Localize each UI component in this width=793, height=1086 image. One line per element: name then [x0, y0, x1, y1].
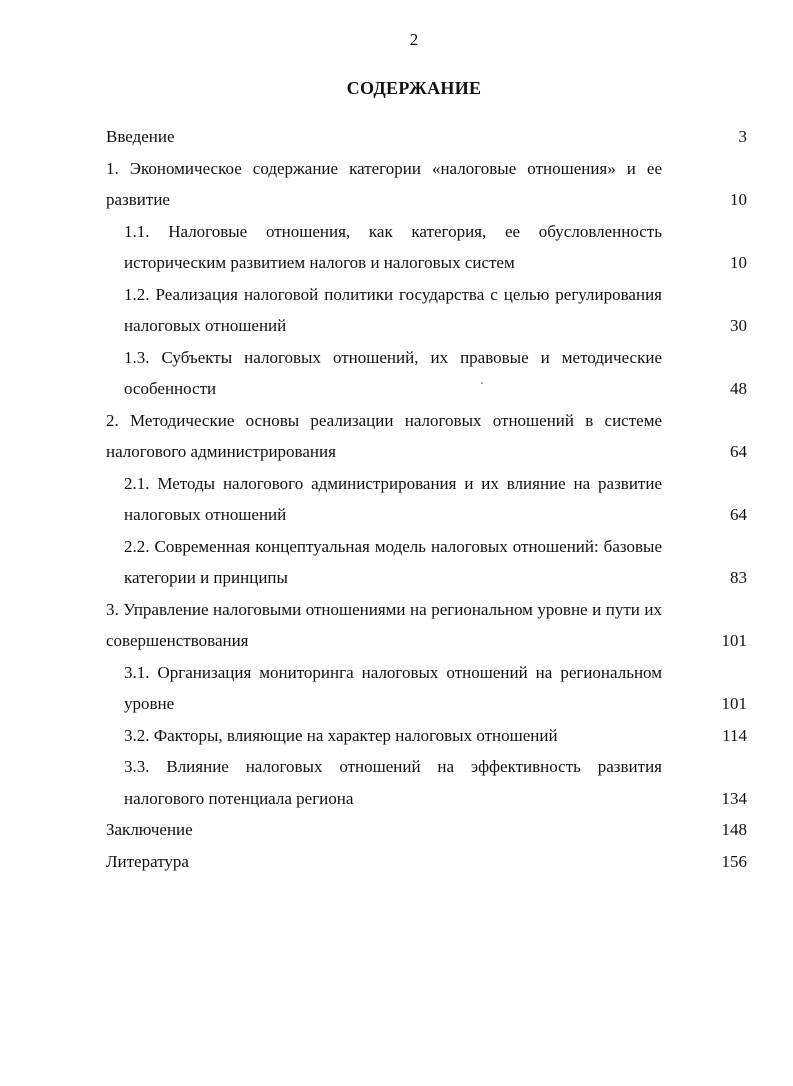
page-number: 2 — [409, 30, 419, 49]
toc-entry-text: 3.1. Организация мониторинга налоговых отношений на региональном уровне — [124, 662, 662, 713]
toc-entry-section-2-1 — [0, 468, 793, 531]
toc-entry-text: 1. Экономическое содержание категории «налоговые отношения» и ее развитие — [106, 158, 662, 209]
toc-entry-page: 3 — [738, 127, 747, 146]
toc-entry-section-3-3 — [0, 751, 793, 814]
toc-entry-page: 83 — [730, 568, 747, 587]
table-of-contents — [0, 121, 793, 877]
toc-entry-chapter-3 — [0, 594, 793, 657]
toc-entry-page: 148 — [721, 820, 747, 839]
toc-entry-section-1-1 — [0, 216, 793, 279]
toc-entry-page: 156 — [721, 851, 747, 871]
toc-entry-text: Заключение — [106, 820, 193, 839]
toc-entry-text: Введение — [106, 127, 175, 146]
toc-entry-page: 64 — [730, 505, 747, 524]
toc-entry-section-2-2 — [0, 531, 793, 594]
toc-entry-section-1-3 — [0, 342, 793, 405]
toc-entry-section-3-2 — [0, 720, 793, 752]
toc-entry-page: 10 — [730, 190, 747, 209]
toc-title: СОДЕРЖАНИЕ — [346, 78, 482, 98]
toc-entry-text: 1.3. Субъекты налоговых отношений, их правовые и методические особенности — [124, 347, 662, 398]
scan-speck — [481, 382, 483, 384]
toc-entry-page: 114 — [722, 725, 747, 745]
toc-entry-chapter-1 — [0, 153, 793, 216]
toc-entry-text: 1.2. Реализация налоговой политики государства с целью регулирования налоговых отношений — [124, 284, 662, 335]
toc-entry-text: 2.2. Современная концептуальная модель налоговых отношений: базовые категории и принципы — [124, 536, 662, 587]
toc-entry-text: 2. Методические основы реализации налоговых отношений в системе налогового администрирования — [106, 410, 662, 461]
toc-entry-page: 30 — [730, 316, 747, 335]
toc-entry-page: 10 — [730, 253, 747, 272]
toc-entry-text: 3.3. Влияние налоговых отношений на эффективность развития налогового потенциала региона — [124, 757, 662, 808]
toc-entry-text: 2.1. Методы налогового администрирования и их влияние на развитие налоговых отношений — [124, 473, 662, 524]
toc-entry-section-1-2 — [0, 279, 793, 342]
toc-entry-page: 101 — [721, 631, 747, 650]
toc-entry-text: 3.2. Факторы, влияющие на характер налоговых отношений — [124, 725, 558, 745]
toc-entry-text: 1.1. Налоговые отношения, как категория, ее обусловленность историческим развитием налогов и налоговых систем — [124, 221, 662, 272]
toc-entry-text: Литература — [106, 851, 189, 871]
toc-entry-section-3-1 — [0, 657, 793, 720]
toc-entry-chapter-2 — [0, 405, 793, 468]
toc-entry-literature — [0, 846, 793, 878]
toc-entry-page: 134 — [721, 788, 747, 808]
toc-entry-page: 48 — [730, 379, 747, 398]
toc-entry-page: 101 — [721, 694, 747, 713]
toc-entry-text: 3. Управление налоговыми отношениями на региональном уровне и пути их совершенствования — [106, 599, 662, 650]
toc-entry-introduction — [0, 121, 793, 153]
toc-entry-conclusion — [0, 814, 793, 846]
toc-entry-page: 64 — [730, 442, 747, 461]
